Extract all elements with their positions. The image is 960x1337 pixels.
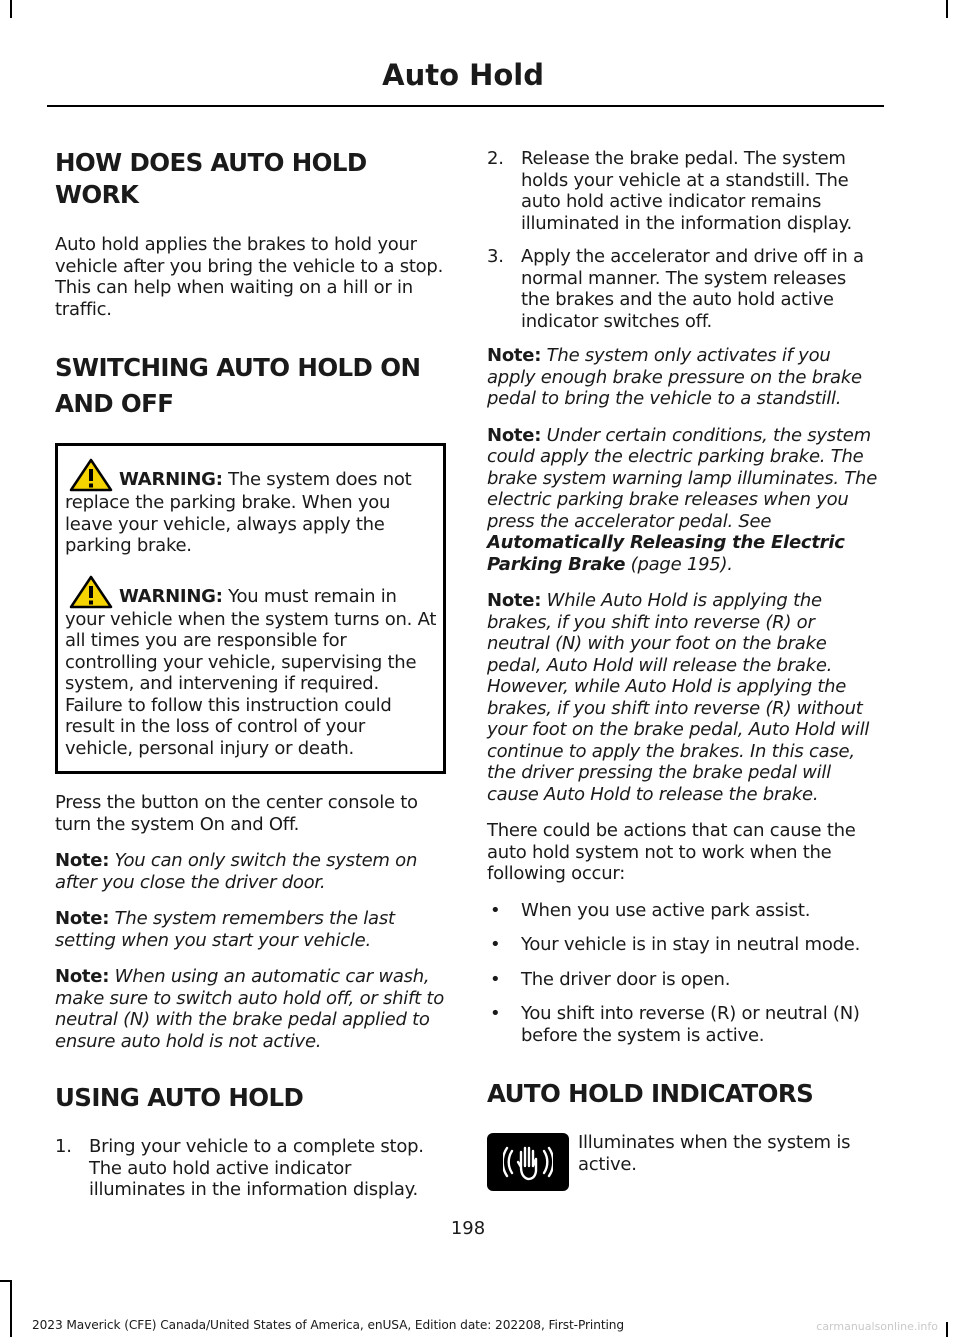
note-label: Note:	[55, 908, 110, 929]
warning-2-text: You must remain in your vehicle when the system turns on. At all times you are responsible for controlling your vehicle, supervising the system, and intervening if required. Failure to follow this instruction could result in the loss of control of your vehicle, personal injury or death.	[65, 585, 437, 759]
warning-1-label: WARNING:	[119, 469, 223, 490]
auto-hold-hand-icon	[487, 1133, 569, 1191]
bullet-glyph: •	[490, 934, 501, 955]
list-item	[487, 900, 879, 922]
note-text: While Auto Hold is applying the brakes, if you shift into reverse (R) or neutral (N) with your foot on the brake pedal, Auto Hold will release the brake. However, while Auto Hold is applying the brakes, if you shift into reverse (R) without your foot on the brake pedal, Auto Hold will continue to apply the brakes. In this case, the driver pressing the brake pedal will cause Auto Hold to release the brake.	[487, 590, 870, 805]
step-text: Apply the accelerator and drive off in a normal manner. The system releases the brakes and the auto hold active indicator switches off.	[521, 246, 864, 332]
section-heading-switching-line1: SWITCHING AUTO HOLD ON	[55, 353, 421, 382]
intro-paragraph: Auto hold applies the brakes to hold your vehicle after you bring the vehicle to a stop. This can help when waiting on a hill or in traffic.	[55, 234, 444, 320]
note-label: Note:	[487, 424, 542, 446]
note-reverse-neutral	[487, 590, 879, 805]
note-driver-door	[55, 850, 447, 893]
list-item-text: You shift into reverse (R) or neutral (N) before the system is active.	[521, 1003, 860, 1046]
step-text: Bring your vehicle to a complete stop. The auto hold active indicator illuminates in the information display.	[89, 1136, 424, 1200]
crop-mark-bottom-left-v	[10, 1280, 12, 1337]
note-label: Note:	[487, 590, 542, 611]
note-text: Under certain conditions, the system could apply the electric parking brake. The brake system warning lamp illuminates. The electric parking brake releases when you press the accelerator pedal. See	[487, 424, 878, 532]
steps-list-right	[487, 148, 879, 332]
step-text: Release the brake pedal. The system holds your vehicle at a standstill. The auto hold active indicator remains illuminated in the information display.	[521, 148, 852, 234]
note-brake-pressure	[487, 345, 879, 410]
left-column	[55, 140, 447, 1201]
note-text: The system only activates if you apply enough brake pressure on the brake pedal to bring the vehicle to a standstill.	[487, 345, 862, 409]
indicator-row	[487, 1133, 879, 1191]
page-header-title: Auto Hold	[382, 58, 544, 92]
footer-edition-info: 2023 Maverick (CFE) Canada/United States of America, enUSA, Edition date: 202208, First-Printing	[32, 1318, 625, 1332]
step-number: 3.	[487, 246, 504, 267]
crop-mark-top-left-v	[10, 0, 12, 18]
note-label: Note:	[55, 850, 110, 871]
warning-triangle-icon	[69, 575, 113, 609]
list-item	[487, 969, 879, 991]
section-heading-auto-hold-indicators: AUTO HOLD INDICATORS	[487, 1079, 814, 1108]
cross-reference-link[interactable]: Automatically Releasing the Electric Parking Brake	[487, 532, 845, 575]
step-number: 2.	[487, 148, 504, 169]
note-text: You can only switch the system on after you close the driver door.	[55, 850, 418, 893]
warning-1-text: The system does not replace the parking brake. When you leave your vehicle, always apply the parking brake.	[65, 469, 412, 556]
auto-hold-hand-icon-graphic	[503, 1137, 553, 1187]
cross-reference-page: (page 195).	[625, 553, 733, 575]
note-text: When using an automatic car wash, make sure to switch auto hold off, or shift to neutral (N) with the brake pedal applied to ensure auto hold is not active.	[55, 966, 444, 1052]
section-heading-using-auto-hold: USING AUTO HOLD	[55, 1083, 304, 1112]
note-label: Note:	[55, 966, 110, 987]
list-item-text: When you use active park assist.	[521, 899, 811, 921]
section-heading-switching-line2: AND OFF	[55, 389, 174, 418]
crop-mark-bottom-left-h	[0, 1280, 12, 1282]
step-item	[55, 1136, 447, 1201]
list-item-text: The driver door is open.	[521, 968, 731, 990]
warning-2	[65, 575, 437, 760]
warning-2-label: WARNING:	[119, 585, 223, 607]
steps-list-left	[55, 1136, 447, 1201]
step-item	[487, 246, 879, 332]
press-button-paragraph: Press the button on the center console to turn the system On and Off.	[55, 792, 418, 835]
note-car-wash	[55, 966, 447, 1052]
list-item	[487, 934, 879, 956]
note-electric-parking-brake	[487, 425, 879, 576]
indicator-description: Illuminates when the system is active.	[578, 1132, 851, 1175]
page-number: 198	[450, 1218, 486, 1239]
note-text: The system remembers the last setting when you start your vehicle.	[55, 908, 395, 951]
conditions-list	[487, 900, 879, 1047]
warning-box	[55, 443, 446, 774]
bullet-glyph: •	[490, 1003, 501, 1024]
crop-mark-bottom-right-v	[946, 1322, 948, 1337]
actions-paragraph: There could be actions that can cause the auto hold system not to work when the following occur:	[487, 820, 856, 884]
section-heading-how-does-auto-hold-work: HOW DOES AUTO HOLD WORK	[55, 148, 367, 209]
warning-triangle-icon	[69, 458, 113, 492]
right-column	[487, 148, 879, 1191]
step-number: 1.	[55, 1136, 72, 1157]
step-item	[487, 148, 879, 234]
note-label: Note:	[487, 345, 542, 366]
list-item-text: Your vehicle is in stay in neutral mode.	[521, 934, 861, 955]
header-rule	[47, 105, 884, 107]
bullet-glyph: •	[490, 899, 501, 921]
watermark: carmanualsonline.info	[816, 1320, 938, 1333]
section-heading-switching	[55, 352, 447, 420]
list-item	[487, 1003, 879, 1046]
note-remembers-setting	[55, 908, 447, 951]
crop-mark-top-right-v	[946, 0, 948, 18]
bullet-glyph: •	[490, 968, 501, 990]
warning-1	[65, 458, 437, 557]
